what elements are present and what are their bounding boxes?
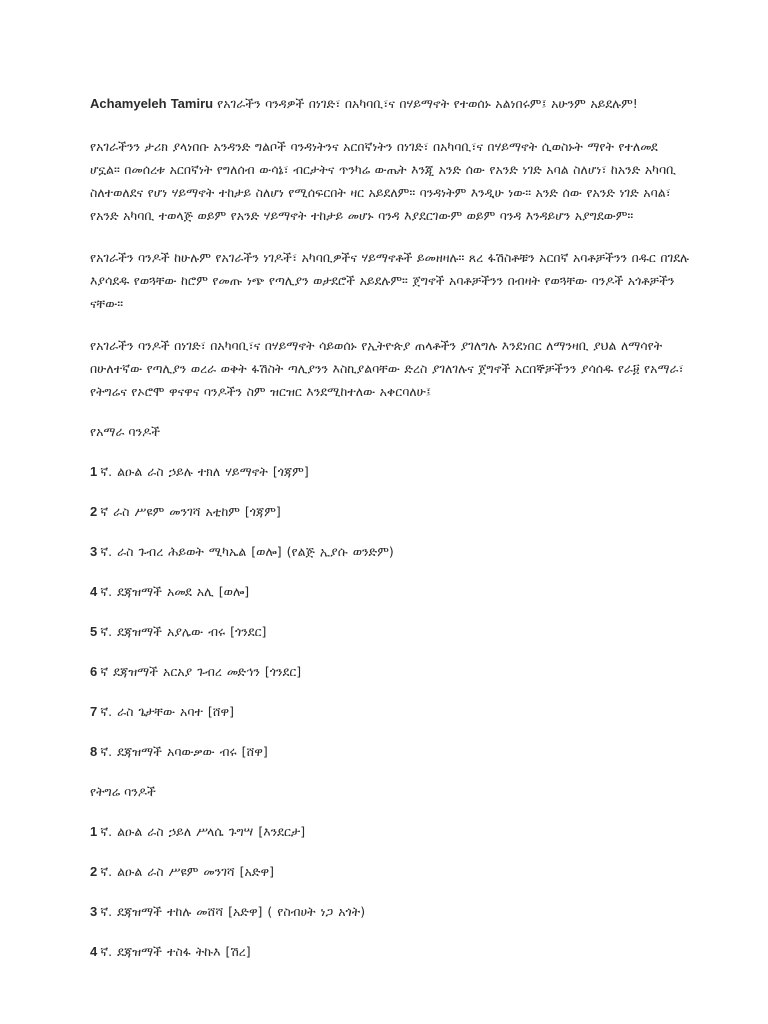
list-item xyxy=(90,702,690,722)
list-item xyxy=(90,742,690,762)
document-page xyxy=(90,92,690,982)
list-item-text: ኛ ደጃዝማች አርአያ ጉብረ መድኅን [ጎንደር] xyxy=(100,664,302,679)
section-amhara-bandas xyxy=(90,422,690,762)
body-paragraph: የአገራችን ባንዶች ከሁሉም የአገራችን ነገዶች፣ አካባቢዎችና ሃይማኖቶች ይመዘዛሉ። ጸረ ፋሽስቶቹን አርበኛ አባቶቻችንን በዱር በገደሉ እያሳደዱ የወጓቸው ከሮም የመጡ ነጭ የጣሊያን ወታደሮች አይደሉም። ጀግኖች አባቶቻችንን በብዛት የወጓቸው ባንዶች አጎቶቻችን ናቸው። xyxy=(90,250,689,311)
list-item xyxy=(90,502,690,522)
list-item-text: ኛ. ደጃዝማች ተከሉ መሸሻ [አድዋ] ( የስብሀት ነጋ አጎት) xyxy=(100,904,366,919)
list-item-text: ኛ. ራስ ጌታቸው አባተ [ሸዋ] xyxy=(100,704,235,719)
section-heading: የአማራ ባንዶች xyxy=(90,424,161,439)
list-item-number: 1 xyxy=(90,824,98,839)
list-item xyxy=(90,862,690,882)
intro-paragraph xyxy=(90,92,690,115)
body-paragraph: የአገራችን ባንዶች በነገድ፣ በአካባቢ፣ና በሃይማኖት ሳይወሰኑ የኢትዮጵያ ጠላቶችን ያገለግሉ እንደነበር ለማንዛቢ ያህል ለማሳየት በሁለተኛው የጣሊያን ወረራ ወቅት ፋሽስት ጣሊያንን እስኪያልባቸው ድረስ ያገለገሉና ጀግኖች አርበኞቻችንን ያሳሰዱ የራ፱ የአማራ፣ የትግሬና የኦሮሞ ዋናዋና ባንዶችን ስም ዝርዝር እንደሚከተለው አቀርባለሁ፤ xyxy=(90,338,684,399)
list-item xyxy=(90,942,690,962)
list-item xyxy=(90,662,690,682)
section-heading: የትግሬ ባንዶች xyxy=(90,784,156,799)
list-item xyxy=(90,902,690,922)
list-item-number: 7 xyxy=(90,704,98,719)
list-item-text: ኛ. ልዑል ራስ ሥዩም መንገሻ [አድዋ] xyxy=(100,864,275,879)
list-item-number: 5 xyxy=(90,624,98,639)
list-item-number: 6 xyxy=(90,664,98,679)
list-item-number: 2 xyxy=(90,504,98,519)
section-tigray-bandas xyxy=(90,782,690,962)
list-item-text: ኛ ራስ ሥዩም መንገሻ አቲከም [ጎጃም] xyxy=(100,504,281,519)
list-item-text: ኛ. ልዑል ራስ ኃይሉ ተክለ ሃይማኖት [ጎጃም] xyxy=(100,464,309,479)
list-item-number: 3 xyxy=(90,544,98,559)
list-item-number: 4 xyxy=(90,944,98,959)
list-item-number: 3 xyxy=(90,904,98,919)
list-item-text: ኛ. ደጃዝማች አመደ አሊ [ወሎ] xyxy=(100,584,250,599)
list-item xyxy=(90,582,690,602)
author-name: Achamyeleh Tamiru xyxy=(90,96,214,111)
list-item xyxy=(90,822,690,842)
list-item-text: ኛ. ደጃዝማች አያሌው ብሩ [ጎንደር] xyxy=(100,624,267,639)
list-item-number: 1 xyxy=(90,464,98,479)
list-item-number: 2 xyxy=(90,864,98,879)
list-item-text: ኛ. ልዑል ራስ ኃይለ ሥላሴ ጉግሣ [እንደርታ] xyxy=(100,824,306,839)
list-item xyxy=(90,462,690,482)
list-item xyxy=(90,622,690,642)
list-item-number: 8 xyxy=(90,744,98,759)
list-item xyxy=(90,542,690,562)
list-item-number: 4 xyxy=(90,584,98,599)
article-title: የአገራችን ባንዳዎች በነገድ፣ በአካባቢ፣ና በሃይማኖት የተወሰኑ አልነበሩም፤ አሁንም አይደሉም! xyxy=(217,96,638,111)
body-paragraph: የአገራችንን ታሪክ ያላነበቡ አንዳንድ ግልቦች ባንዳነትንና አርበኛነትን በነገድ፣ በአካባቢ፣ና በሃይማኖት ሲወስኑት ማየት የተለመደ ሆኗል። በመሰረቱ አርበኛነት የግለሰብ ውሳኔ፣ ብርታትና ጥንካሬ ውጤት እንጂ አንድ ሰው የአንድ ነገድ አባል ስለሆነ፣ ከአንድ አካባቢ ስለተወለደና የሆነ ሃይማኖት ተከታይ ስለሆነ የሚሰፍርበት ዛር አይደለም። ባንዳነትም እንዲሁ ነው። አንድ ሰው የአንድ ነገድ አባል፣ የአንድ አካባቢ ተወላጅ ወይም የአንድ ሃይማኖት ተከታይ መሆኑ ባንዳ እያደርገውም ወይም ባንዳ እንዳይሆን አያግደውም። xyxy=(90,139,676,223)
list-item-text: ኛ. ደጃዝማች አባውቃው ብሩ [ሸዋ] xyxy=(100,744,268,759)
list-item-text: ኛ. ደጃዝማች ተስፋ ትኩእ [ሽረ] xyxy=(100,944,251,959)
list-item-text: ኛ. ራስ ጉብረ ሕይወት ሚካኤል [ወሎ] (የልጅ ኢያሱ ወንድም) xyxy=(100,544,394,559)
